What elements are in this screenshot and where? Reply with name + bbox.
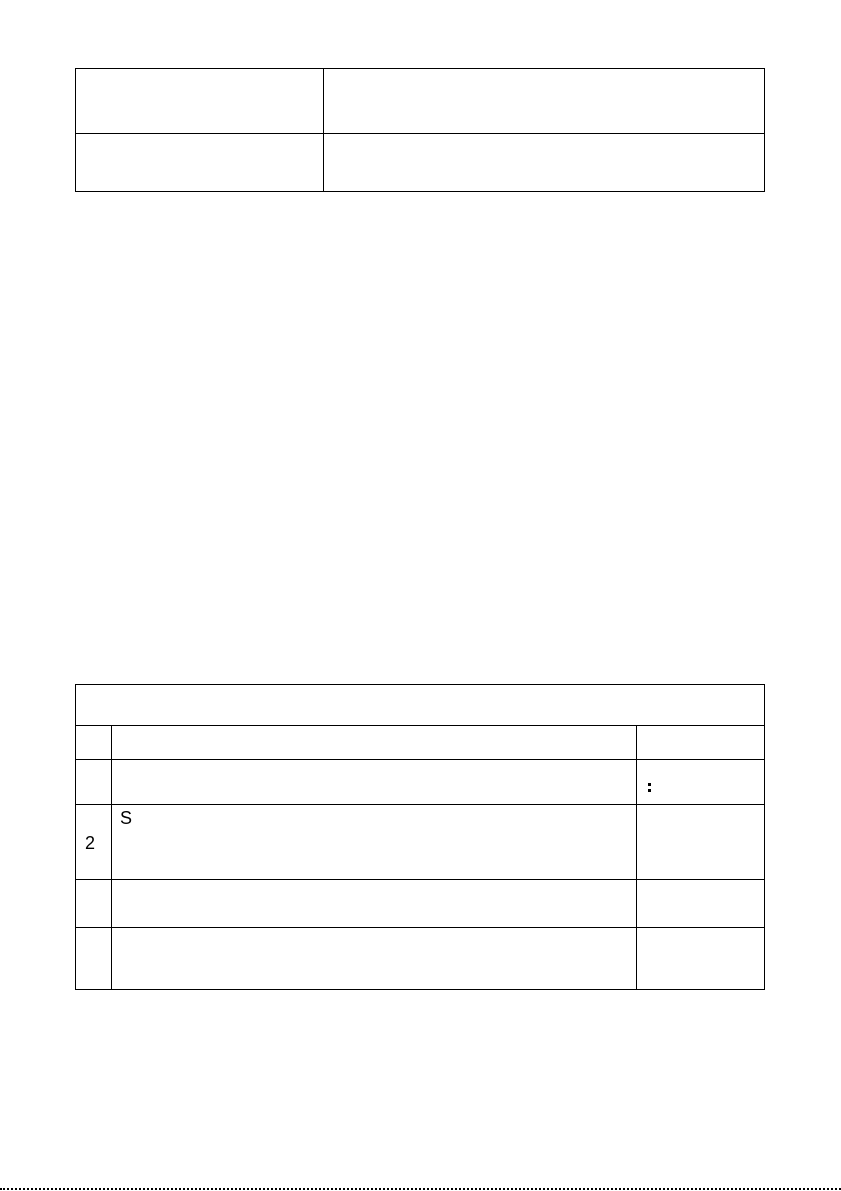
index-column-divider bbox=[111, 725, 112, 989]
row-1-value bbox=[646, 781, 686, 791]
row-2-index: 2 bbox=[85, 833, 96, 853]
value-column-divider bbox=[636, 725, 637, 989]
table-row-3-divider bbox=[76, 927, 764, 928]
row-2-description: S bbox=[120, 808, 133, 828]
table-row-2-divider bbox=[76, 879, 764, 880]
row-1-value-colon-top bbox=[648, 783, 651, 786]
top-table-row-2-value bbox=[324, 134, 776, 199]
table-title-divider bbox=[76, 725, 764, 726]
top-table-row-1-value bbox=[324, 69, 776, 141]
bottom-items-table bbox=[75, 684, 765, 990]
top-table-row-1-label bbox=[76, 69, 335, 141]
page-bottom-dotted-rule bbox=[0, 1188, 841, 1190]
row-1-value-colon-bottom bbox=[648, 789, 651, 792]
top-info-table bbox=[75, 68, 765, 192]
table-title bbox=[82, 695, 758, 719]
table-row-1-divider bbox=[76, 804, 764, 805]
top-table-row-2-label bbox=[76, 134, 335, 199]
table-header-divider bbox=[76, 759, 764, 760]
